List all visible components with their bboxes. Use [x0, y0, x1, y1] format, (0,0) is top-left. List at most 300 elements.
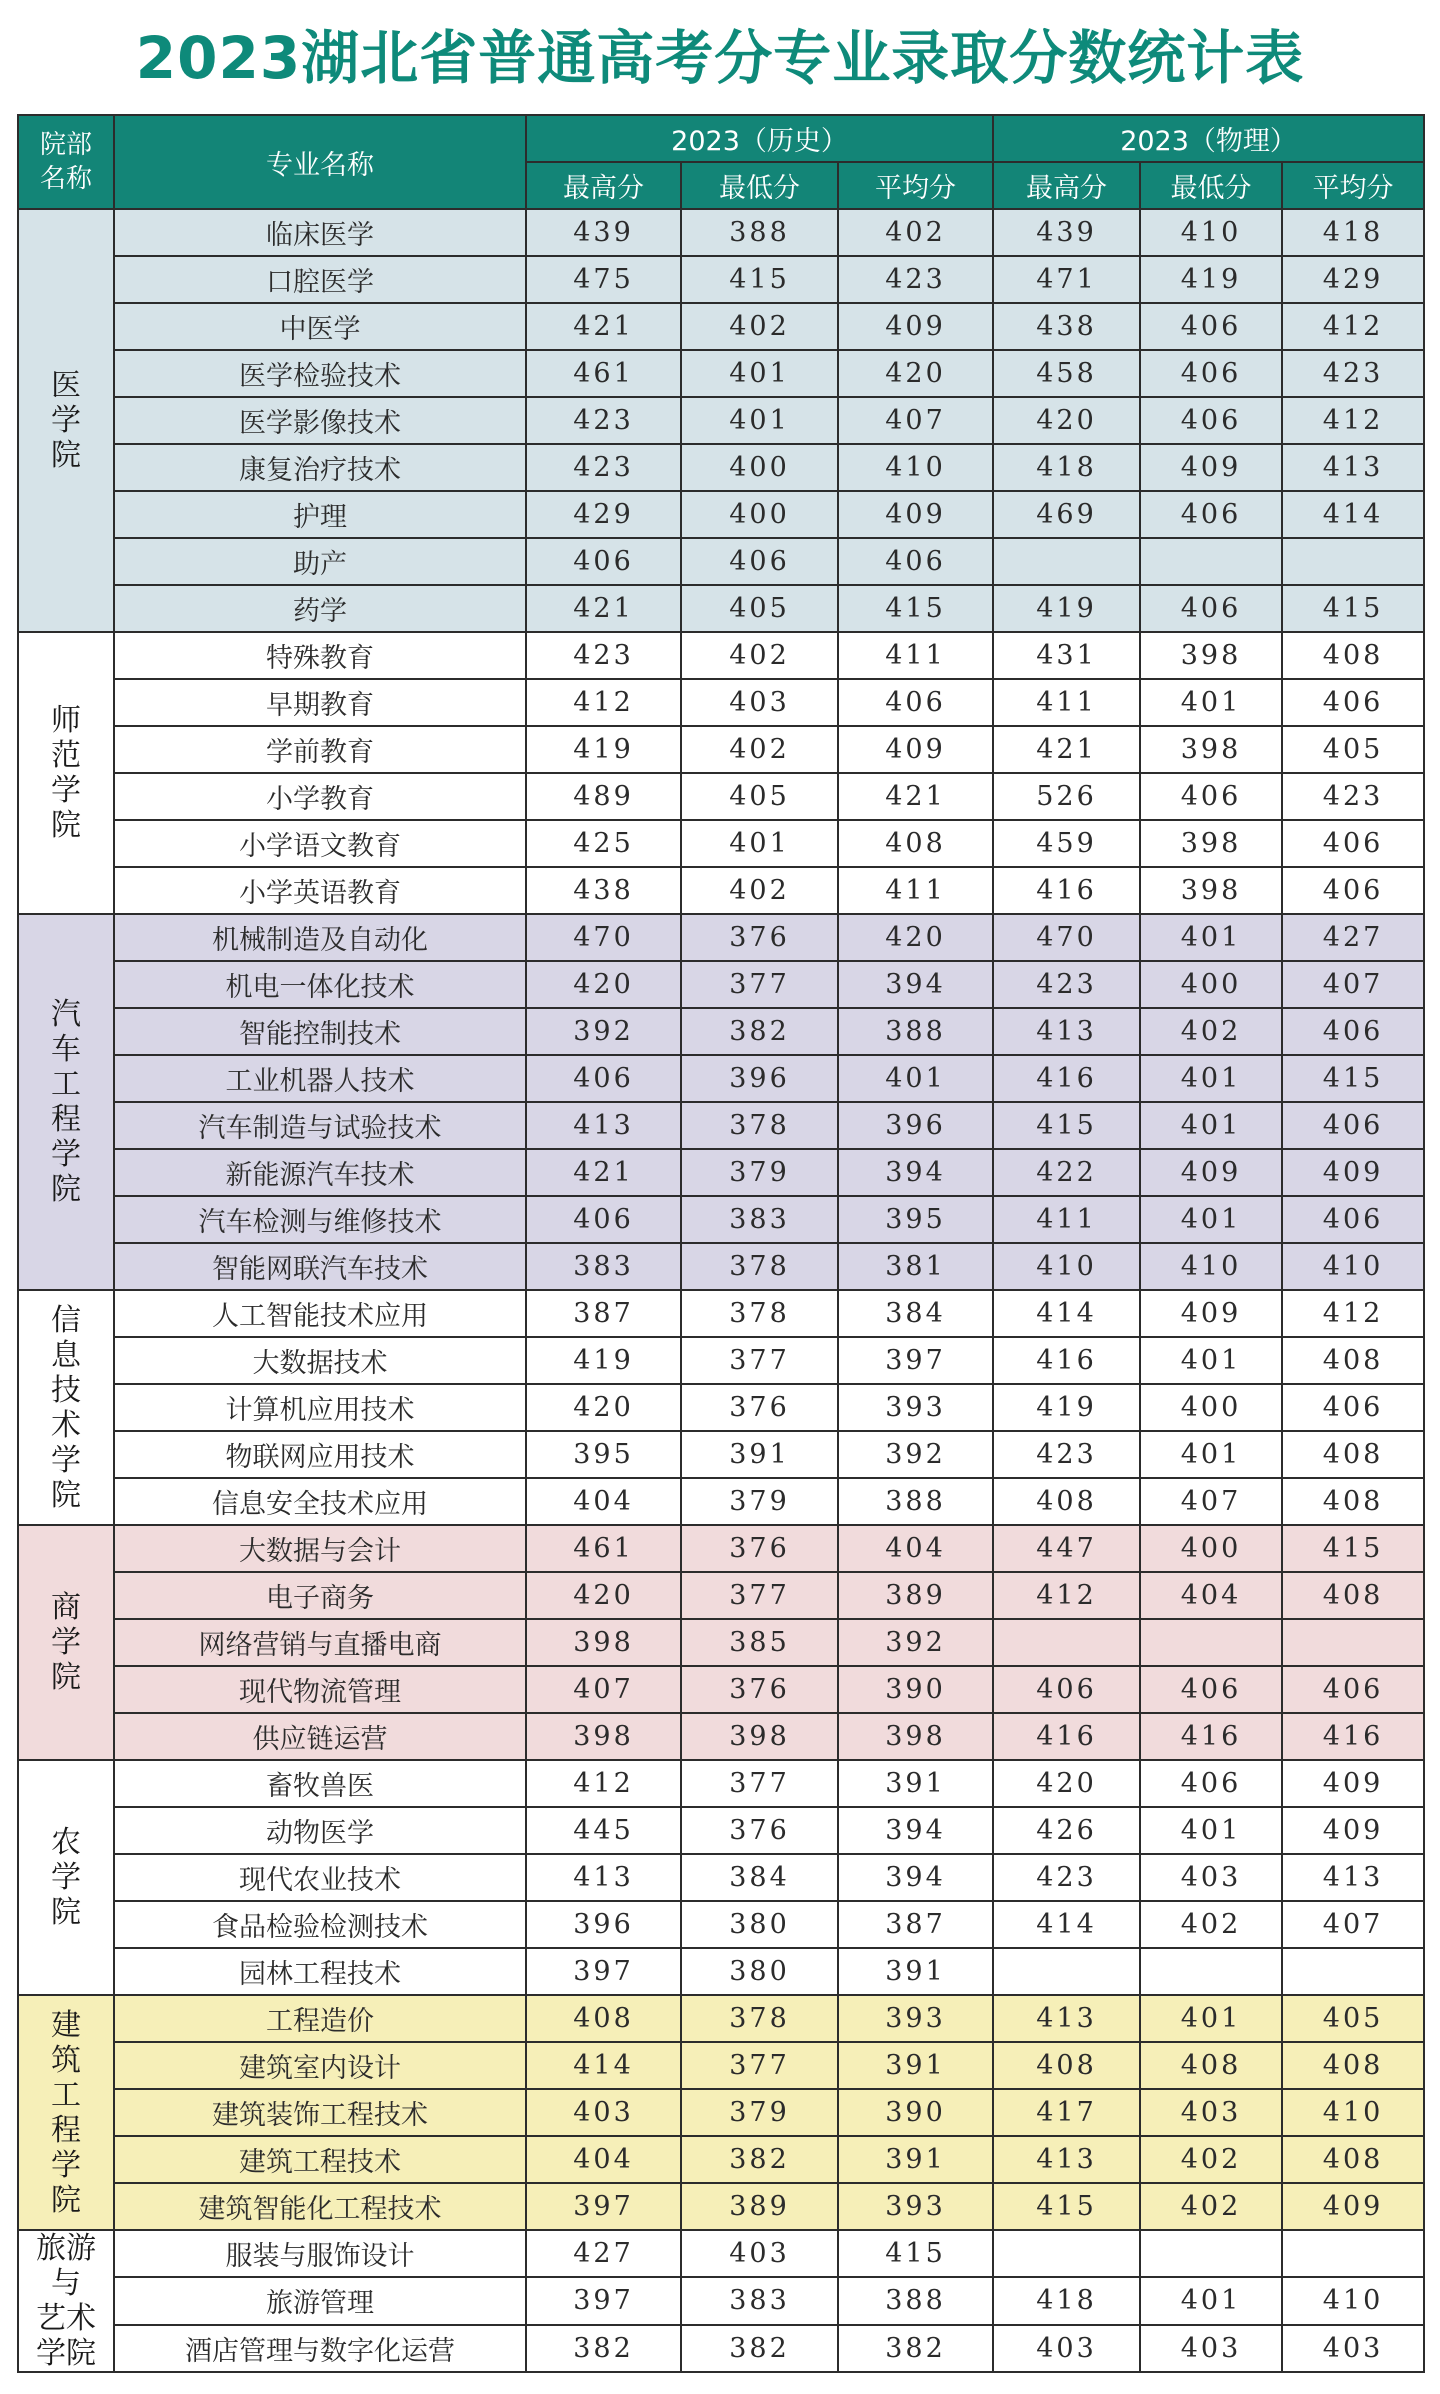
- major-name-cell: 物联网应用技术: [114, 1431, 526, 1478]
- physics-max-header: 最高分: [993, 162, 1140, 209]
- major-name-cell: 小学教育: [114, 773, 526, 820]
- physics-max-cell: 426: [993, 1807, 1140, 1854]
- physics-min-cell: 402: [1140, 1008, 1282, 1055]
- table-row: [18, 914, 1424, 961]
- history-max-cell: 406: [526, 1196, 681, 1243]
- major-name-cell: 动物医学: [114, 1807, 526, 1854]
- major-name-cell: 现代农业技术: [114, 1854, 526, 1901]
- physics-max-cell: 403: [993, 2325, 1140, 2372]
- history-group-header: 2023（历史）: [526, 115, 993, 162]
- history-avg-cell: 388: [838, 1478, 993, 1525]
- history-max-cell: 421: [526, 585, 681, 632]
- history-min-cell: 376: [681, 914, 838, 961]
- history-max-cell: 413: [526, 1854, 681, 1901]
- major-name-cell: 早期教育: [114, 679, 526, 726]
- table-row: [18, 1431, 1424, 1478]
- physics-avg-cell: 413: [1282, 1854, 1424, 1901]
- history-max-cell: 396: [526, 1901, 681, 1948]
- physics-max-cell: 469: [993, 491, 1140, 538]
- history-min-cell: 389: [681, 2183, 838, 2230]
- major-name-cell: 建筑工程技术: [114, 2136, 526, 2183]
- table-row: [18, 867, 1424, 914]
- physics-avg-cell: 405: [1282, 1995, 1424, 2042]
- physics-max-cell: 411: [993, 679, 1140, 726]
- table-row: [18, 1055, 1424, 1102]
- history-avg-cell: 391: [838, 1760, 993, 1807]
- physics-max-cell: 406: [993, 1666, 1140, 1713]
- history-max-cell: 425: [526, 820, 681, 867]
- physics-avg-cell: 423: [1282, 773, 1424, 820]
- physics-max-cell: [993, 1619, 1140, 1666]
- history-avg-cell: 394: [838, 1149, 993, 1196]
- history-avg-cell: 409: [838, 491, 993, 538]
- history-avg-cell: 390: [838, 1666, 993, 1713]
- physics-min-cell: 401: [1140, 679, 1282, 726]
- physics-max-cell: 416: [993, 1055, 1140, 1102]
- history-min-cell: 403: [681, 679, 838, 726]
- history-avg-cell: 394: [838, 961, 993, 1008]
- table-row: [18, 1948, 1424, 1995]
- history-min-cell: 379: [681, 1149, 838, 1196]
- physics-avg-cell: 406: [1282, 1196, 1424, 1243]
- history-min-cell: 388: [681, 209, 838, 256]
- history-min-cell: 377: [681, 961, 838, 1008]
- physics-max-cell: 421: [993, 726, 1140, 773]
- table-row: [18, 1619, 1424, 1666]
- history-avg-cell: 391: [838, 2042, 993, 2089]
- physics-avg-cell: 406: [1282, 820, 1424, 867]
- major-name-cell: 机电一体化技术: [114, 961, 526, 1008]
- department-cell: 商 学 院: [18, 1525, 114, 1760]
- history-max-cell: 420: [526, 1384, 681, 1431]
- history-max-cell: 489: [526, 773, 681, 820]
- physics-min-cell: 400: [1140, 1384, 1282, 1431]
- physics-max-cell: 423: [993, 1854, 1140, 1901]
- physics-min-cell: 398: [1140, 632, 1282, 679]
- history-min-cell: 383: [681, 2277, 838, 2324]
- physics-max-cell: [993, 538, 1140, 585]
- history-max-cell: 461: [526, 350, 681, 397]
- history-min-cell: 403: [681, 2230, 838, 2277]
- physics-min-cell: 401: [1140, 1102, 1282, 1149]
- major-name-cell: 大数据技术: [114, 1337, 526, 1384]
- history-min-cell: 405: [681, 585, 838, 632]
- history-avg-cell: 388: [838, 2277, 993, 2324]
- table-row: [18, 2089, 1424, 2136]
- history-max-cell: 423: [526, 444, 681, 491]
- history-max-cell: 423: [526, 397, 681, 444]
- physics-avg-cell: 415: [1282, 1525, 1424, 1572]
- history-avg-cell: 382: [838, 2325, 993, 2372]
- physics-max-cell: 471: [993, 256, 1140, 303]
- history-min-cell: 377: [681, 1760, 838, 1807]
- major-name-cell: 口腔医学: [114, 256, 526, 303]
- history-min-cell: 378: [681, 1243, 838, 1290]
- major-name-cell: 新能源汽车技术: [114, 1149, 526, 1196]
- physics-avg-cell: 406: [1282, 1008, 1424, 1055]
- physics-avg-cell: 408: [1282, 1431, 1424, 1478]
- table-row: [18, 1760, 1424, 1807]
- physics-min-cell: 410: [1140, 1243, 1282, 1290]
- history-min-cell: 400: [681, 444, 838, 491]
- major-name-cell: 计算机应用技术: [114, 1384, 526, 1431]
- history-min-cell: 402: [681, 726, 838, 773]
- table-row: [18, 2136, 1424, 2183]
- history-max-cell: 421: [526, 303, 681, 350]
- department-cell: 汽 车 工 程 学 院: [18, 914, 114, 1290]
- physics-max-cell: 419: [993, 1384, 1140, 1431]
- physics-avg-cell: 406: [1282, 1666, 1424, 1713]
- table-row: [18, 1102, 1424, 1149]
- physics-max-cell: 420: [993, 397, 1140, 444]
- history-max-cell: 420: [526, 961, 681, 1008]
- table-row: [18, 1807, 1424, 1854]
- history-avg-cell: 421: [838, 773, 993, 820]
- table-row: [18, 1901, 1424, 1948]
- history-avg-cell: 384: [838, 1290, 993, 1337]
- physics-min-cell: 401: [1140, 1337, 1282, 1384]
- major-name-cell: 药学: [114, 585, 526, 632]
- history-min-cell: 401: [681, 820, 838, 867]
- physics-min-cell: 401: [1140, 914, 1282, 961]
- history-max-header: 最高分: [526, 162, 681, 209]
- table-row: [18, 2183, 1424, 2230]
- physics-max-cell: 415: [993, 2183, 1140, 2230]
- physics-avg-cell: 412: [1282, 397, 1424, 444]
- department-header: 院部 名称: [18, 115, 114, 209]
- table-row: [18, 1290, 1424, 1337]
- history-max-cell: 445: [526, 1807, 681, 1854]
- major-name-cell: 旅游管理: [114, 2277, 526, 2324]
- physics-avg-cell: 406: [1282, 867, 1424, 914]
- table-row: [18, 726, 1424, 773]
- physics-max-cell: 417: [993, 2089, 1140, 2136]
- physics-max-cell: 419: [993, 585, 1140, 632]
- physics-min-cell: 406: [1140, 303, 1282, 350]
- history-avg-cell: 391: [838, 2136, 993, 2183]
- major-name-cell: 建筑智能化工程技术: [114, 2183, 526, 2230]
- major-name-cell: 机械制造及自动化: [114, 914, 526, 961]
- physics-avg-cell: 409: [1282, 1149, 1424, 1196]
- physics-avg-cell: [1282, 538, 1424, 585]
- physics-min-cell: 409: [1140, 1149, 1282, 1196]
- major-name-cell: 小学语文教育: [114, 820, 526, 867]
- table-row: [18, 820, 1424, 867]
- major-name-cell: 工业机器人技术: [114, 1055, 526, 1102]
- table-row: [18, 1713, 1424, 1760]
- physics-avg-cell: 408: [1282, 1572, 1424, 1619]
- history-avg-cell: 406: [838, 538, 993, 585]
- history-min-cell: 376: [681, 1807, 838, 1854]
- physics-min-cell: 401: [1140, 1995, 1282, 2042]
- major-name-cell: 工程造价: [114, 1995, 526, 2042]
- table-row: [18, 256, 1424, 303]
- major-name-cell: 医学检验技术: [114, 350, 526, 397]
- major-name-cell: 酒店管理与数字化运营: [114, 2325, 526, 2372]
- physics-max-cell: 447: [993, 1525, 1140, 1572]
- physics-max-cell: 410: [993, 1243, 1140, 1290]
- history-avg-cell: 389: [838, 1572, 993, 1619]
- physics-min-cell: 406: [1140, 773, 1282, 820]
- physics-min-cell: 401: [1140, 1807, 1282, 1854]
- history-min-cell: 376: [681, 1666, 838, 1713]
- major-name-cell: 信息安全技术应用: [114, 1478, 526, 1525]
- physics-min-cell: [1140, 1948, 1282, 1995]
- history-max-cell: 419: [526, 726, 681, 773]
- physics-avg-cell: 423: [1282, 350, 1424, 397]
- physics-min-cell: 403: [1140, 2325, 1282, 2372]
- table-row: [18, 303, 1424, 350]
- physics-max-cell: 439: [993, 209, 1140, 256]
- history-max-cell: 412: [526, 1760, 681, 1807]
- history-max-cell: 398: [526, 1713, 681, 1760]
- physics-min-cell: 402: [1140, 1901, 1282, 1948]
- history-min-cell: 402: [681, 632, 838, 679]
- table-row: [18, 1384, 1424, 1431]
- physics-max-cell: 408: [993, 1478, 1140, 1525]
- history-avg-cell: 393: [838, 1384, 993, 1431]
- physics-group-header: 2023（物理）: [993, 115, 1424, 162]
- history-min-cell: 377: [681, 2042, 838, 2089]
- physics-avg-cell: 406: [1282, 679, 1424, 726]
- physics-avg-cell: 408: [1282, 632, 1424, 679]
- major-name-cell: 特殊教育: [114, 632, 526, 679]
- table-row: [18, 961, 1424, 1008]
- history-min-cell: 405: [681, 773, 838, 820]
- history-avg-cell: 394: [838, 1807, 993, 1854]
- history-avg-cell: 408: [838, 820, 993, 867]
- history-avg-cell: 398: [838, 1713, 993, 1760]
- table-row: [18, 1854, 1424, 1901]
- physics-min-cell: 407: [1140, 1478, 1282, 1525]
- history-avg-cell: 401: [838, 1055, 993, 1102]
- history-min-cell: 391: [681, 1431, 838, 1478]
- physics-min-cell: 403: [1140, 2089, 1282, 2136]
- physics-avg-cell: 408: [1282, 2136, 1424, 2183]
- table-row: [18, 1008, 1424, 1055]
- physics-min-cell: 410: [1140, 209, 1282, 256]
- history-avg-cell: 392: [838, 1619, 993, 1666]
- physics-avg-cell: 414: [1282, 491, 1424, 538]
- physics-avg-cell: [1282, 2230, 1424, 2277]
- department-cell: 师 范 学 院: [18, 632, 114, 914]
- history-avg-cell: 415: [838, 585, 993, 632]
- physics-min-cell: 400: [1140, 1525, 1282, 1572]
- history-avg-cell: 393: [838, 2183, 993, 2230]
- history-max-cell: 461: [526, 1525, 681, 1572]
- major-header: 专业名称: [114, 115, 526, 209]
- physics-avg-cell: 410: [1282, 1243, 1424, 1290]
- major-name-cell: 现代物流管理: [114, 1666, 526, 1713]
- physics-min-header: 最低分: [1140, 162, 1282, 209]
- major-name-cell: 畜牧兽医: [114, 1760, 526, 1807]
- physics-min-cell: 401: [1140, 1055, 1282, 1102]
- physics-min-cell: 398: [1140, 820, 1282, 867]
- physics-min-cell: 401: [1140, 1431, 1282, 1478]
- history-max-cell: 395: [526, 1431, 681, 1478]
- table-row: [18, 1149, 1424, 1196]
- physics-max-cell: 420: [993, 1760, 1140, 1807]
- department-cell: 旅游 与 艺术 学院: [18, 2230, 114, 2372]
- history-avg-cell: 409: [838, 726, 993, 773]
- physics-avg-cell: 408: [1282, 1337, 1424, 1384]
- history-min-cell: 382: [681, 1008, 838, 1055]
- history-max-cell: 421: [526, 1149, 681, 1196]
- physics-max-cell: 416: [993, 867, 1140, 914]
- physics-max-cell: 415: [993, 1102, 1140, 1149]
- table-row: [18, 491, 1424, 538]
- history-avg-cell: 402: [838, 209, 993, 256]
- history-min-cell: 378: [681, 1995, 838, 2042]
- history-avg-cell: 415: [838, 2230, 993, 2277]
- table-row: [18, 1243, 1424, 1290]
- department-cell: 医 学 院: [18, 209, 114, 632]
- history-min-cell: 415: [681, 256, 838, 303]
- history-avg-cell: 390: [838, 2089, 993, 2136]
- major-name-cell: 人工智能技术应用: [114, 1290, 526, 1337]
- history-min-cell: 383: [681, 1196, 838, 1243]
- physics-avg-cell: 405: [1282, 726, 1424, 773]
- history-max-cell: 406: [526, 1055, 681, 1102]
- history-max-cell: 439: [526, 209, 681, 256]
- table-row: [18, 2230, 1424, 2277]
- history-min-cell: 380: [681, 1901, 838, 1948]
- physics-min-cell: [1140, 1619, 1282, 1666]
- physics-avg-cell: 407: [1282, 1901, 1424, 1948]
- physics-max-cell: 416: [993, 1713, 1140, 1760]
- history-avg-cell: 409: [838, 303, 993, 350]
- history-avg-cell: 387: [838, 1901, 993, 1948]
- history-max-cell: 412: [526, 679, 681, 726]
- major-name-cell: 智能控制技术: [114, 1008, 526, 1055]
- physics-max-cell: [993, 2230, 1140, 2277]
- physics-avg-cell: 408: [1282, 1478, 1424, 1525]
- major-name-cell: 大数据与会计: [114, 1525, 526, 1572]
- physics-max-cell: 423: [993, 961, 1140, 1008]
- history-max-cell: 420: [526, 1572, 681, 1619]
- major-name-cell: 园林工程技术: [114, 1948, 526, 1995]
- physics-avg-cell: 418: [1282, 209, 1424, 256]
- department-cell: 信 息 技 术 学 院: [18, 1290, 114, 1525]
- history-avg-cell: 411: [838, 632, 993, 679]
- history-max-cell: 397: [526, 2277, 681, 2324]
- history-avg-cell: 395: [838, 1196, 993, 1243]
- history-max-cell: 413: [526, 1102, 681, 1149]
- major-name-cell: 电子商务: [114, 1572, 526, 1619]
- history-max-cell: 404: [526, 2136, 681, 2183]
- history-min-cell: 378: [681, 1102, 838, 1149]
- physics-max-cell: 408: [993, 2042, 1140, 2089]
- history-min-cell: 382: [681, 2136, 838, 2183]
- physics-avg-cell: 409: [1282, 1760, 1424, 1807]
- major-name-cell: 学前教育: [114, 726, 526, 773]
- major-name-cell: 汽车制造与试验技术: [114, 1102, 526, 1149]
- physics-avg-cell: 403: [1282, 2325, 1424, 2372]
- history-max-cell: 392: [526, 1008, 681, 1055]
- history-max-cell: 406: [526, 538, 681, 585]
- physics-min-cell: 406: [1140, 1760, 1282, 1807]
- history-min-cell: 398: [681, 1713, 838, 1760]
- history-max-cell: 475: [526, 256, 681, 303]
- physics-min-cell: 403: [1140, 1854, 1282, 1901]
- physics-max-cell: 411: [993, 1196, 1140, 1243]
- physics-avg-cell: 416: [1282, 1713, 1424, 1760]
- table-row: [18, 1995, 1424, 2042]
- physics-max-cell: 414: [993, 1901, 1140, 1948]
- history-avg-cell: 393: [838, 1995, 993, 2042]
- physics-max-cell: 413: [993, 1008, 1140, 1055]
- history-min-cell: 406: [681, 538, 838, 585]
- history-avg-cell: 406: [838, 679, 993, 726]
- history-max-cell: 397: [526, 1948, 681, 1995]
- table-body: [18, 209, 1424, 2372]
- major-name-cell: 建筑装饰工程技术: [114, 2089, 526, 2136]
- table-row: [18, 2277, 1424, 2324]
- table-row: [18, 1572, 1424, 1619]
- history-avg-cell: 392: [838, 1431, 993, 1478]
- physics-min-cell: 406: [1140, 585, 1282, 632]
- history-min-cell: 377: [681, 1337, 838, 1384]
- history-avg-cell: 397: [838, 1337, 993, 1384]
- major-name-cell: 智能网联汽车技术: [114, 1243, 526, 1290]
- history-avg-cell: 420: [838, 914, 993, 961]
- physics-min-cell: 406: [1140, 1666, 1282, 1713]
- physics-min-cell: 400: [1140, 961, 1282, 1008]
- table-row: [18, 444, 1424, 491]
- history-max-cell: 427: [526, 2230, 681, 2277]
- table-row: [18, 1337, 1424, 1384]
- history-max-cell: 414: [526, 2042, 681, 2089]
- major-name-cell: 助产: [114, 538, 526, 585]
- history-min-cell: 377: [681, 1572, 838, 1619]
- physics-max-cell: 470: [993, 914, 1140, 961]
- major-name-cell: 临床医学: [114, 209, 526, 256]
- table-row: [18, 679, 1424, 726]
- physics-max-cell: 418: [993, 2277, 1140, 2324]
- physics-min-cell: 402: [1140, 2183, 1282, 2230]
- physics-min-cell: 408: [1140, 2042, 1282, 2089]
- history-min-cell: 382: [681, 2325, 838, 2372]
- history-avg-cell: 407: [838, 397, 993, 444]
- history-max-cell: 407: [526, 1666, 681, 1713]
- physics-min-cell: 419: [1140, 256, 1282, 303]
- history-avg-cell: 404: [838, 1525, 993, 1572]
- history-min-cell: 400: [681, 491, 838, 538]
- table-row: [18, 350, 1424, 397]
- physics-max-cell: 423: [993, 1431, 1140, 1478]
- history-min-cell: 380: [681, 1948, 838, 1995]
- history-min-cell: 379: [681, 2089, 838, 2136]
- history-avg-cell: 423: [838, 256, 993, 303]
- physics-avg-cell: [1282, 1948, 1424, 1995]
- major-name-cell: 护理: [114, 491, 526, 538]
- physics-avg-cell: 410: [1282, 2277, 1424, 2324]
- physics-min-cell: 401: [1140, 1196, 1282, 1243]
- history-max-cell: 404: [526, 1478, 681, 1525]
- physics-min-cell: 402: [1140, 2136, 1282, 2183]
- major-name-cell: 网络营销与直播电商: [114, 1619, 526, 1666]
- history-min-cell: 402: [681, 303, 838, 350]
- history-min-cell: 378: [681, 1290, 838, 1337]
- physics-min-cell: [1140, 538, 1282, 585]
- table-row: [18, 397, 1424, 444]
- physics-avg-cell: 415: [1282, 585, 1424, 632]
- physics-avg-cell: 406: [1282, 1384, 1424, 1431]
- physics-min-cell: 401: [1140, 2277, 1282, 2324]
- physics-min-cell: 406: [1140, 491, 1282, 538]
- table-row: [18, 773, 1424, 820]
- physics-avg-cell: 406: [1282, 1102, 1424, 1149]
